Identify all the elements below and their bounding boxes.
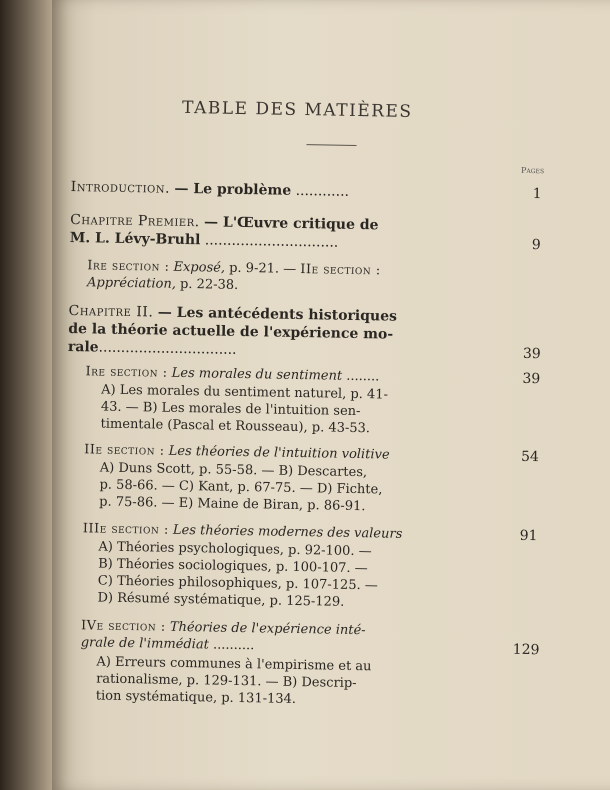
section-detail-line: B) Théories sociologiques, p. 100-107. — xyxy=(98,556,368,577)
leader-dots: .......... xyxy=(208,637,255,654)
entry-label: Chapitre II. xyxy=(68,302,154,321)
section-detail-line: A) Les morales du sentiment naturel, p. 41- xyxy=(101,382,389,403)
entry-label: Chapitre Premier. xyxy=(70,211,200,231)
section-detail-line: p. 58-66. — C) Kant, p. 67-75. — D) Fichte, xyxy=(99,477,383,498)
leader-dots: ........ xyxy=(342,368,380,385)
title-rule xyxy=(307,144,357,146)
section-detail-line: C) Théories philosophiques, p. 107-125. — xyxy=(97,573,378,594)
section-detail-line: 43. — B) Les morales de l'intuition sen- xyxy=(100,399,361,420)
section-pages: p. 22-38. xyxy=(179,276,239,293)
entry-text: — L'Œuvre critique de xyxy=(203,214,379,234)
facing-page-bleed xyxy=(6,38,46,42)
entry-label: Introduction. xyxy=(70,178,171,197)
entry-page: 1 xyxy=(532,186,542,203)
entry-text: — Le problème xyxy=(174,180,292,199)
section-detail-line: A) Erreurs communes à l'empirisme et au xyxy=(96,654,372,675)
section-title: Les théories modernes des valeurs xyxy=(172,522,403,542)
section-page: 91 xyxy=(519,527,538,545)
section-title: grale de l'immédiat xyxy=(80,635,210,653)
section-page: 54 xyxy=(520,448,540,466)
section-label: IIIe section : xyxy=(82,521,169,538)
section-page: 39 xyxy=(522,370,541,388)
entry-page: 39 xyxy=(522,345,541,363)
section-pages: p. 9-21. — xyxy=(229,260,297,277)
section-title: Les morales du sentiment xyxy=(171,365,343,384)
section-title: Théories de l'expérience inté- xyxy=(169,619,366,639)
toc-entry-introduction xyxy=(71,178,541,204)
section-detail-line: A) Duns Scott, p. 55-58. — B) Descartes, xyxy=(99,460,368,481)
section-label: IVe section : xyxy=(80,618,166,635)
leader-dots: ............ xyxy=(291,182,350,200)
section-detail-line: D) Résumé systématique, p. 125-129. xyxy=(97,590,345,610)
leader-dots: ............................... xyxy=(98,339,237,358)
section-detail-line: tion systématique, p. 131-134. xyxy=(95,688,297,707)
entry-page: 9 xyxy=(531,237,541,254)
section-title: Exposé, xyxy=(173,259,226,276)
table-of-contents xyxy=(67,0,574,707)
section-label: IIe section : xyxy=(84,442,165,459)
section-title: Les théories de l'intuition volitive xyxy=(168,443,390,463)
toc-entry-chapter-2-line2: de la théorie actuelle de l'expérience mo- xyxy=(68,320,394,343)
leader-dots: .............................. xyxy=(200,232,339,251)
entry-text: — Les antécédents historiques xyxy=(157,304,398,325)
section-page: 129 xyxy=(512,641,540,659)
section-label: Ire section : xyxy=(87,258,170,275)
section-label: Ire section : xyxy=(85,364,168,381)
entry-text: M. L. Lévy-Bruhl xyxy=(69,229,201,249)
section-detail-line: A) Théories psychologiques, p. 92-100. — xyxy=(98,539,372,560)
section-title: Appréciation, xyxy=(86,275,177,292)
section-detail-line: rationalisme, p. 129-131. — B) Descrip- xyxy=(96,671,357,692)
section-detail-line: timentale (Pascal et Rousseau), p. 43-53. xyxy=(100,416,371,437)
entry-text: rale xyxy=(67,338,99,356)
page-title: TABLE DES MATIÈRES xyxy=(181,97,413,122)
pages-column-label: Pages xyxy=(521,165,545,176)
book-page xyxy=(52,0,610,790)
section-label: IIe section : xyxy=(300,261,381,279)
section-detail-line: p. 75-86. — E) Maine de Biran, p. 86-91. xyxy=(99,494,366,515)
